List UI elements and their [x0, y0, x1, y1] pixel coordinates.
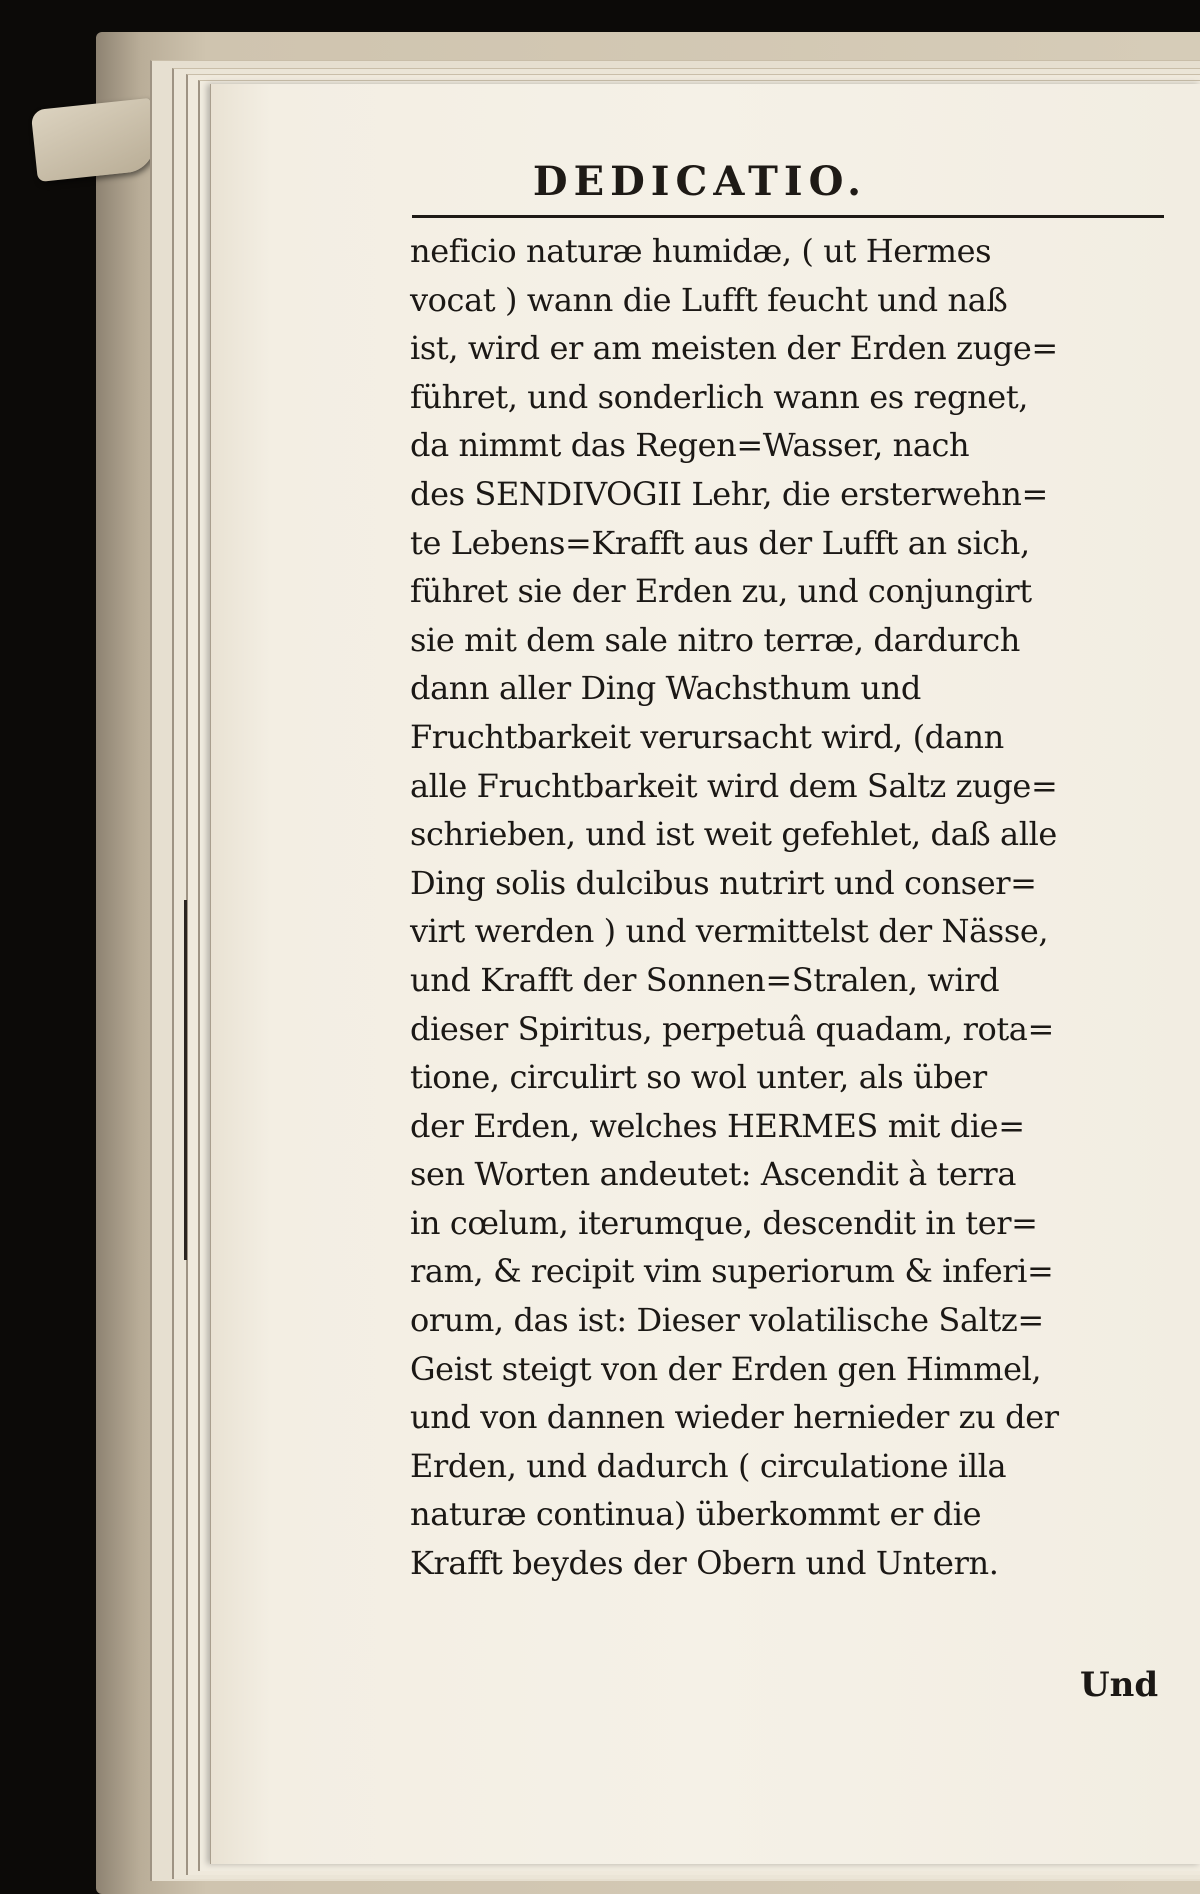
text-line: in cœlum, iterumque, descendit in ter=	[410, 1203, 1038, 1242]
text-line: orum, das ist: Dieser volatilische Saltz=	[410, 1301, 1044, 1340]
text-line: Krafft beydes der Obern und Untern.	[410, 1544, 999, 1583]
text-line: und von dannen wieder hernieder zu der	[410, 1398, 1059, 1437]
text-line: Fruchtbarkeit verursacht wird, (dann	[410, 717, 1004, 756]
text-line: virt werden ) und vermittelst der Nässe,	[410, 912, 1049, 951]
text-line: der Erden, welches HERMES mit die=	[410, 1106, 1025, 1145]
header-rule	[412, 215, 1164, 218]
text-line: führet, und sonderlich wann es regnet,	[410, 377, 1029, 416]
text-body	[410, 227, 1170, 1588]
text-line: vocat ) wann die Lufft feucht und naß	[410, 280, 1008, 319]
text-line: alle Fruchtbarkeit wird dem Saltz zuge=	[410, 766, 1058, 805]
catchword: Und	[1080, 1665, 1159, 1705]
gutter-mark	[174, 900, 187, 1260]
text-line: des SENDIVOGII Lehr, die ersterwehn=	[410, 474, 1048, 513]
text-line: naturæ continua) überkommt er die	[410, 1495, 982, 1534]
text-line: führet sie der Erden zu, und conjungirt	[410, 572, 1032, 611]
text-line: Geist steigt von der Erden gen Himmel,	[410, 1349, 1042, 1388]
text-line: neficio naturæ humidæ, ( ut Hermes	[410, 232, 992, 270]
text-line: Erden, und dadurch ( circulatione illa	[410, 1446, 1007, 1485]
text-line: ist, wird er am meisten der Erden zuge=	[410, 329, 1058, 368]
text-line: Ding solis dulcibus nutrirt und conser=	[410, 863, 1037, 902]
text-line: tione, circulirt so wol unter, als über	[410, 1058, 987, 1097]
text-line: te Lebens=Krafft aus der Lufft an sich,	[410, 523, 1030, 562]
text-line: da nimmt das Regen=Wasser, nach	[410, 426, 970, 465]
torn-cover-flap	[31, 98, 158, 182]
text-line: dann aller Ding Wachsthum und	[410, 669, 921, 708]
text-line: ram, & recipit vim superiorum & inferi=	[410, 1252, 1054, 1291]
text-line: sen Worten andeutet: Ascendit à terra	[410, 1155, 1016, 1194]
text-line: und Krafft der Sonnen=Stralen, wird	[410, 960, 1000, 999]
text-line: dieser Spiritus, perpetuâ quadam, rota=	[410, 1009, 1054, 1048]
text-line: schrieben, und ist weit gefehlet, daß alle	[410, 815, 1057, 854]
text-line: sie mit dem sale nitro terræ, dardurch	[410, 620, 1020, 659]
running-head: DEDICATIO.	[532, 158, 868, 205]
